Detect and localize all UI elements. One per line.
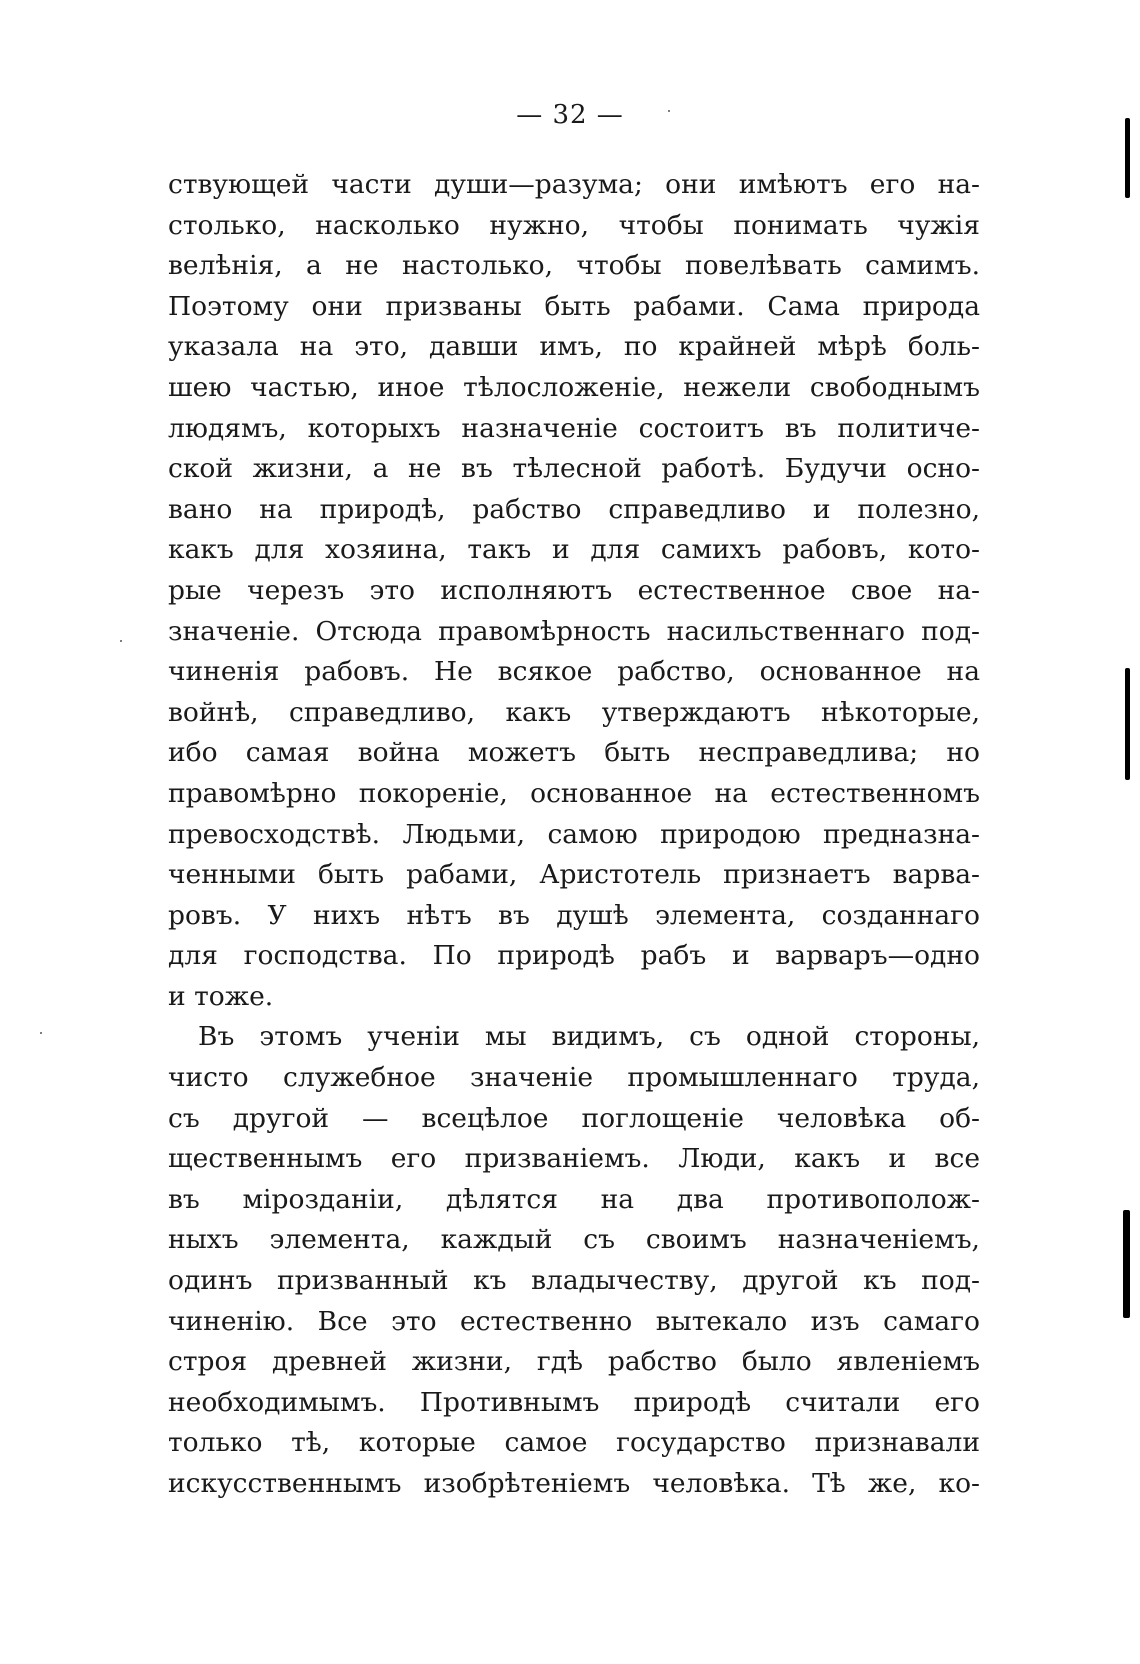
paragraph [168,165,980,1017]
text-line: столько, насколько нужно, чтобы понимать чужія [168,209,980,241]
text-line: велѣнія, а не настолько, чтобы повелѣвать самимъ. [168,250,980,282]
text-line: чиненію. Все это естественно вытекало изъ самаго [168,1305,980,1337]
text-line: рые черезъ это исполняютъ естественное свое на- [168,574,980,606]
paragraph [168,1017,980,1504]
text-line: ровъ. У нихъ нѣтъ въ душѣ элемента, созданнаго [168,899,980,931]
text-line: Въ этомъ ученіи мы видимъ, съ одной стороны, [198,1021,980,1053]
text-line: ствующей части души—разума; они имѣютъ его на- [168,169,980,200]
text-line: ченными быть рабами, Аристотель признаетъ варва- [168,859,980,891]
text-line: значеніе. Отсюда правомѣрность насильственнаго под- [168,615,980,647]
text-line: превосходствѣ. Людьми, самою природою предназна- [168,818,980,850]
text-line: правомѣрно покореніе, основанное на естественномъ [168,777,980,809]
text-line: щественнымъ его призваніемъ. Люди, какъ и все [168,1143,980,1175]
text-line: войнѣ, справедливо, какъ утверждаютъ нѣкоторые, [168,696,980,728]
text-line: чиненія рабовъ. Не всякое рабство, основанное на [168,656,980,688]
scan-speck [40,1032,42,1034]
scan-edge-mark [1125,668,1130,780]
body-text [168,165,980,1505]
text-line: строя древней жизни, гдѣ рабство было явленіемъ [168,1346,980,1378]
page-number: — 32 — [516,100,624,130]
text-line: и тоже. [168,980,274,1012]
text-line: ныхъ элемента, каждый съ своимъ назначеніемъ, [168,1224,980,1256]
text-line: ской жизни, а не въ тѣлесной работѣ. Будучи осно- [168,453,980,485]
scan-speck [120,640,122,642]
text-line: Поэтому они призваны быть рабами. Сама природа [168,290,980,322]
text-line: чисто служебное значеніе промышленнаго труда, [168,1062,980,1094]
text-line: только тѣ, которые самое государство признавали [168,1427,980,1459]
text-line: ибо самая война можетъ быть несправедлива; но [168,737,980,769]
text-line: какъ для хозяина, такъ и для самихъ рабовъ, кото- [168,534,980,566]
text-line: необходимымъ. Противнымъ природѣ считали его [168,1386,980,1418]
text-line: въ міроздaніи, дѣлятся на два противополож- [168,1183,980,1215]
text-line: для господства. По природѣ рабъ и варваръ—одно [168,940,980,972]
scan-edge-mark [1123,1210,1130,1318]
text-line: указала на это, давши имъ, по крайней мѣрѣ боль- [168,331,980,363]
text-line: шею частью, иное тѣлосложеніе, нежели свободнымъ [168,371,980,403]
text-line: съ другой — всецѣлое поглощеніе человѣка об- [168,1102,980,1134]
text-line: вано на природѣ, рабство справедливо и полезно, [168,493,980,525]
text-line: искусственнымъ изобрѣтеніемъ человѣка. Тѣ же, ко- [168,1468,980,1499]
text-line: людямъ, которыхъ назначеніе состоитъ въ политиче- [168,412,980,444]
text-line: одинъ призванный къ владычеству, другой къ под- [168,1265,980,1297]
scan-edge-mark [1125,118,1130,198]
scan-speck [668,110,670,112]
